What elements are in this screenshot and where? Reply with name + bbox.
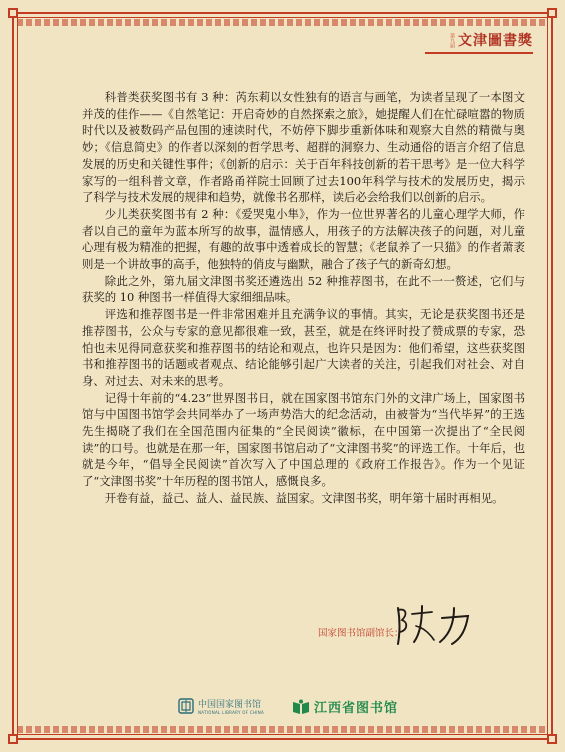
- paragraph-selection: 评选和推荐图书是一件非常困难并且充满争议的事情。其实，无论是获奖图书还是推荐图书，公众与专家的意见都很难一致，甚至，就是在终评时投了赞成票的专家，恐怕也未见得同意获奖和推荐图书的结论和观点，也许只是因为：他们希望，这些获奖图书和推荐图书的话题或者观点、结论能够引起广大读者的关注，引起我们对社会、对自身、对过去、对未来的思考。: [82, 307, 525, 388]
- paragraph-history: 记得十年前的“4.23”世界图书日，就在国家图书馆东门外的文津广场上，国家图书馆与中国图书馆学会共同举办了一场声势浩大的纪念活动，由被誉为“当代毕昇”的王选先生揭晓了我们在全国范围内征集的“全民阅读”徽标，在中国第一次提出了“全民阅读”的口号。也就是在那一年，国家图书馆启动了“文津图书奖”的评选工作。十年后，也就是今年，“倡导全民阅读”首次写入了中国总理的《政府工作报告》。作为一个见证了“文津图书奖”十年历程的图书馆人，感慨良多。: [82, 390, 525, 489]
- nlc-logo: [178, 697, 264, 715]
- nlc-name-en: NATIONAL LIBRARY OF CHINA: [198, 710, 265, 715]
- corner-ornament-bottom-right: [547, 734, 557, 744]
- paragraph-science: 科普类获奖图书有 3 种：芮东莉以女性独有的语言与画笔，为读者呈现了一本图文并茂的佳作——《自然笔记：开启奇妙的自然探索之旅》，她提醒人们在忙碌喧嚣的物质时代以及被数码产品包围的速读时代，不妨停下脚步重新体味和观察大自然的精微与奥妙；《信息简史》的作者以深刻的哲学思考、超群的洞察力、生动通俗的语言介绍了信息发展的历史和关键性事件；《创新的启示：关于百年科技创新的若干思考》是一位大科学家写的一组科普文章，作者路甬祥院士回顾了过去100年科学与技术的发展历史，揭示了科学与技术发展的规律和趋势，就像书名那样，读后必会给我们以创新的启示。: [82, 90, 525, 205]
- logo-brand: 文津圖書獎: [458, 33, 533, 49]
- jiangxi-library-logo: [292, 697, 398, 716]
- partner-name: 江西省图书馆: [314, 701, 399, 716]
- signoff-title: 国家图书馆副馆长：: [318, 628, 404, 639]
- paragraph-children: 少儿类获奖图书有 2 种：《爱哭鬼小隼》，作为一位世界著名的儿童心理学大师，作者以自己的童年为蓝本所写的故事，温情感人，用孩子的方法解决孩子的问题，对儿童心理有极为精准的把握，有趣的故事中透着成长的智慧；《老鼠养了一只猫》的作者萧袤则是一个讲故事的高手，他独特的俏皮与幽默，融合了孩子气的新奇幻想。: [82, 206, 525, 272]
- article-body: [82, 89, 525, 507]
- paragraph-recommended: 除此之外，第九届文津图书奖还遴选出 52 种推荐图书，在此不一一赘述，它们与获奖的 10 种图书一样值得大家细细品味。: [82, 273, 525, 305]
- corner-ornament-bottom-left: [8, 734, 18, 744]
- top-fret-pattern: [17, 19, 548, 26]
- logo-underline: [425, 52, 533, 54]
- bottom-fret-pattern: [17, 726, 548, 733]
- nlc-emblem-icon: [178, 698, 194, 714]
- wenjin-award-logo: [449, 30, 533, 50]
- paragraph-closing: 开卷有益，益己、益人、益民族、益国家。文津图书奖，明年第十届时再相见。: [104, 490, 504, 505]
- corner-ornament-top-right: [547, 8, 557, 18]
- handwritten-signature: [392, 600, 482, 648]
- book-icon: [292, 699, 310, 715]
- nlc-name-cn: 中国国家图书馆: [198, 700, 262, 710]
- logo-edition: 第九届: [449, 32, 455, 48]
- corner-ornament-top-left: [8, 8, 18, 18]
